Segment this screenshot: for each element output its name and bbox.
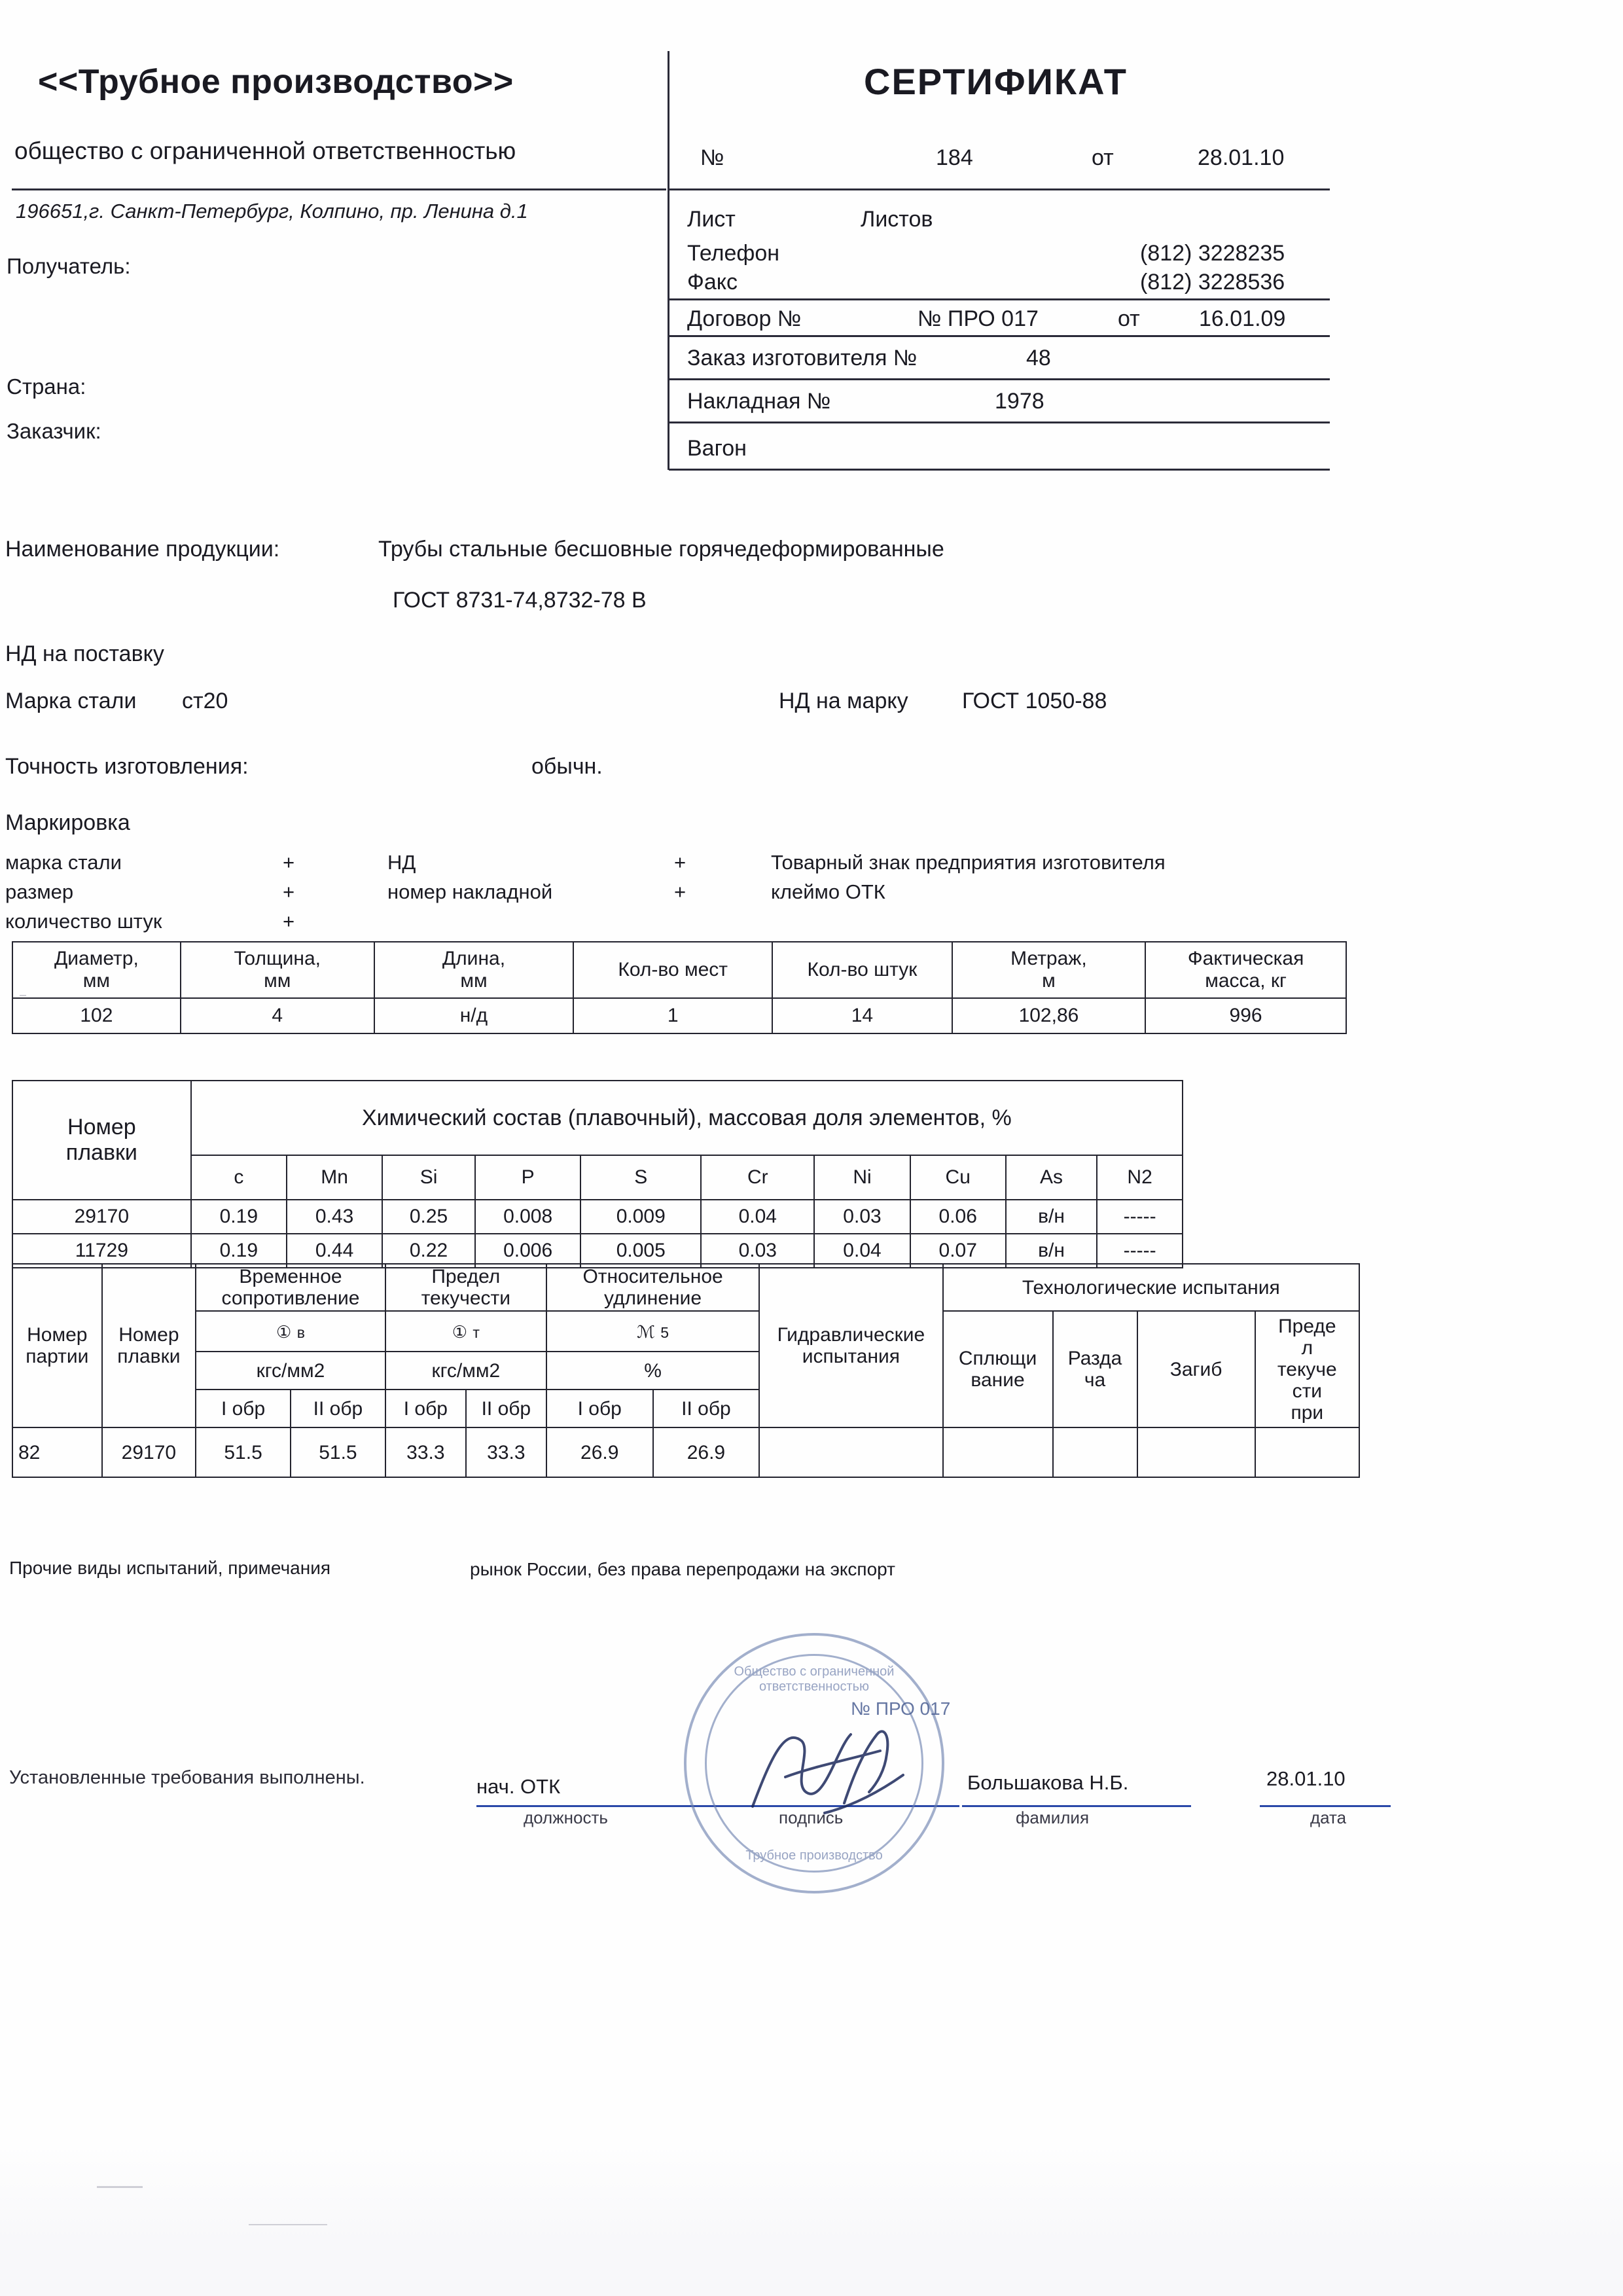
th-hydro-l1: Гидравлические xyxy=(777,1324,925,1346)
cell-cu: 0.06 xyxy=(910,1200,1006,1234)
marking-c1-r3: количество штук xyxy=(5,910,162,933)
marking-c1-r1: марка стали xyxy=(5,851,122,874)
th-flattening-l1: Сплющи xyxy=(958,1348,1037,1369)
product-name-label: Наименование продукции: xyxy=(5,537,280,562)
th-tech-tests-group: Технологические испытания xyxy=(943,1264,1359,1311)
nd-supply-label: НД на поставку xyxy=(5,641,164,666)
order-value: 48 xyxy=(1026,346,1051,370)
th-diameter-l1: Диаметр, xyxy=(54,948,139,970)
th-el-mn: Mn xyxy=(287,1155,382,1200)
th-el-si: Si xyxy=(382,1155,475,1200)
steel-grade-label: Марка стали xyxy=(5,689,137,713)
cell-flattening xyxy=(943,1427,1053,1477)
cell-expansion xyxy=(1053,1427,1137,1477)
country-label: Страна: xyxy=(7,374,86,399)
sigma-icon: ① xyxy=(276,1321,292,1342)
cell-heat: 11729 xyxy=(12,1234,191,1268)
th-flattening xyxy=(943,1311,1053,1427)
cell-heat: 29170 xyxy=(102,1427,196,1477)
phone-label: Телефон xyxy=(687,241,780,266)
th-elong-l2: удлинение xyxy=(604,1287,702,1309)
th-actual-mass xyxy=(1145,942,1346,998)
certificate-number-label: № xyxy=(700,145,724,170)
th-batch-l1: Номер xyxy=(27,1324,88,1346)
th-length xyxy=(374,942,574,998)
cell-s: 0.009 xyxy=(580,1200,701,1234)
th-yield-s2: II обр xyxy=(466,1390,546,1427)
th-expansion xyxy=(1053,1311,1137,1427)
cell-elong-1: 26.9 xyxy=(546,1427,653,1477)
cell-si: 0.22 xyxy=(382,1234,475,1268)
marking-m1-r3: + xyxy=(283,910,295,933)
th-el-cu: Cu xyxy=(910,1155,1006,1200)
marking-c3-r2: клеймо ОТК xyxy=(771,880,885,903)
scan-speck xyxy=(97,2186,143,2188)
cell-bend xyxy=(1137,1427,1255,1477)
th-el-as: As xyxy=(1006,1155,1097,1200)
cell-yield-2: 33.3 xyxy=(466,1427,546,1477)
th-batch-l2: партии xyxy=(26,1346,89,1367)
marking-m1-r2: + xyxy=(283,880,295,903)
delta-icon: ℳ xyxy=(637,1321,655,1342)
family-caption: фамилия xyxy=(1016,1808,1090,1827)
th-meterage-l1: Метраж, xyxy=(1010,948,1087,970)
th-actual-mass-l2: масса, кг xyxy=(1205,970,1287,992)
th-yield-sub: т xyxy=(473,1323,480,1341)
th-el-n2: N2 xyxy=(1097,1155,1183,1200)
company-legal-form: общество с ограниченной ответственностью xyxy=(14,137,516,164)
cell-yield-at-temp xyxy=(1255,1427,1359,1477)
th-el-c: c xyxy=(191,1155,287,1200)
marking-c1-r2: размер xyxy=(5,880,74,903)
marking-c2-r1: НД xyxy=(387,851,416,874)
th-yieldat-l5: при xyxy=(1291,1401,1324,1424)
th-actual-mass-l1: Фактическая xyxy=(1187,948,1304,970)
th-length-l2: мм xyxy=(460,970,488,992)
th-bend xyxy=(1137,1311,1255,1427)
th-flattening-l2: вание xyxy=(971,1369,1025,1391)
th-yield-symbol xyxy=(385,1311,546,1352)
table-header-row xyxy=(12,1081,1183,1155)
th-elong-sub: 5 xyxy=(660,1323,669,1341)
mechanical-tests-table xyxy=(12,1263,1360,1478)
waybill-value: 1978 xyxy=(995,389,1044,414)
scan-edge-shadow xyxy=(0,2140,1623,2296)
th-elongation-group xyxy=(546,1264,759,1311)
product-standard-value: ГОСТ 8731-74,8732-78 В xyxy=(393,588,647,613)
family-line xyxy=(962,1805,1191,1807)
cell-n2: ----- xyxy=(1097,1200,1183,1234)
page-title: СЕРТИФИКАТ xyxy=(864,61,1128,102)
th-heat-number-l2: плавки xyxy=(65,1140,137,1165)
th-tensile-l2: сопротивление xyxy=(221,1287,360,1309)
th-elong-unit: % xyxy=(546,1352,759,1390)
contract-value: № ПРО 017 xyxy=(918,306,1039,331)
handwritten-signature xyxy=(746,1715,916,1820)
contract-from-label: от xyxy=(1118,306,1140,331)
th-chem-group: Химический состав (плавочный), массовая доля элементов, % xyxy=(191,1081,1183,1155)
nd-grade-value: ГОСТ 1050-88 xyxy=(962,689,1107,713)
table-header-row-2 xyxy=(12,1311,1359,1352)
other-tests-label: Прочие виды испытаний, примечания xyxy=(9,1558,330,1578)
cell-actual-mass: 996 xyxy=(1145,998,1346,1033)
family-name-value: Большакова Н.Б. xyxy=(967,1771,1129,1794)
waybill-label: Накладная № xyxy=(687,389,831,414)
cell-diameter: 102 xyxy=(12,998,181,1033)
th-tensile-l1: Временное xyxy=(239,1266,342,1287)
scan-speck xyxy=(20,995,26,996)
th-heat-l2: плавки xyxy=(117,1346,181,1367)
cell-cu: 0.07 xyxy=(910,1234,1006,1268)
chemical-composition-table xyxy=(12,1080,1183,1268)
th-expansion-l2: ча xyxy=(1084,1369,1106,1391)
divider-contract xyxy=(669,335,1330,337)
cell-mn: 0.43 xyxy=(287,1200,382,1234)
th-tensile-group xyxy=(196,1264,385,1311)
th-el-ni: Ni xyxy=(814,1155,910,1200)
th-el-p: P xyxy=(475,1155,580,1200)
th-expansion-l1: Разда xyxy=(1067,1348,1122,1369)
cell-thickness: 4 xyxy=(181,998,374,1033)
certificate-from-label: от xyxy=(1092,145,1114,170)
cell-as: в/н xyxy=(1006,1234,1097,1268)
cell-length: н/д xyxy=(374,998,574,1033)
th-elong-l1: Относительное xyxy=(582,1266,723,1287)
th-places-l1: Кол-во мест xyxy=(618,959,728,981)
th-el-cr: Cr xyxy=(701,1155,814,1200)
cell-places: 1 xyxy=(573,998,772,1033)
table-row xyxy=(12,1200,1183,1234)
cell-tensile-2: 51.5 xyxy=(291,1427,385,1477)
cell-ni: 0.04 xyxy=(814,1234,910,1268)
cell-pieces: 14 xyxy=(772,998,952,1033)
cell-heat: 29170 xyxy=(12,1200,191,1234)
th-heat-number xyxy=(12,1081,191,1200)
contract-date-value: 16.01.09 xyxy=(1199,306,1286,331)
th-yieldat-l2: л xyxy=(1301,1336,1313,1359)
certificate-number-value: 184 xyxy=(936,145,973,170)
th-pieces-l1: Кол-во штук xyxy=(807,959,918,981)
marking-c3-r1: Товарный знак предприятия изготовителя xyxy=(771,851,1166,874)
signature-date-value: 28.01.10 xyxy=(1266,1767,1346,1790)
th-elong-s2: II обр xyxy=(653,1390,760,1427)
th-yield-l1: Предел xyxy=(431,1266,501,1287)
cell-p: 0.008 xyxy=(475,1200,580,1234)
marking-m2-r2: + xyxy=(674,880,687,903)
cell-as: в/н xyxy=(1006,1200,1097,1234)
th-yield-l2: текучести xyxy=(421,1287,511,1309)
cell-p: 0.006 xyxy=(475,1234,580,1268)
cell-mn: 0.44 xyxy=(287,1234,382,1268)
th-hydro-tests xyxy=(759,1264,942,1427)
cell-batch: 82 xyxy=(12,1427,102,1477)
th-heat-number xyxy=(102,1264,196,1427)
cell-n2: ----- xyxy=(1097,1234,1183,1268)
cell-yield-1: 33.3 xyxy=(385,1427,466,1477)
th-pieces xyxy=(772,942,952,998)
steel-grade-value: ст20 xyxy=(182,689,228,713)
cell-hydro xyxy=(759,1427,942,1477)
th-tensile-unit: кгс/мм2 xyxy=(196,1352,385,1390)
th-diameter xyxy=(12,942,181,998)
th-tensile-sub: в xyxy=(296,1323,305,1341)
cell-c: 0.19 xyxy=(191,1200,287,1234)
th-length-l1: Длина, xyxy=(442,948,506,970)
th-meterage-l2: м xyxy=(1042,970,1056,992)
product-name-value: Трубы стальные бесшовные горячедеформированные xyxy=(378,537,944,562)
th-yield-at-temp xyxy=(1255,1311,1359,1427)
certificate-date-value: 28.01.10 xyxy=(1198,145,1285,170)
th-elong-s1: I обр xyxy=(546,1390,653,1427)
otk-position-value: нач. ОТК xyxy=(476,1775,561,1798)
signature-caption: подпись xyxy=(779,1808,844,1827)
stamp-arc-top-text: Общество с ограниченной ответственностью xyxy=(734,1664,895,1694)
divider-wagon xyxy=(669,469,1330,471)
table-header-row-1 xyxy=(12,1264,1359,1311)
th-diameter-l2: мм xyxy=(82,970,111,992)
document-header xyxy=(0,0,1623,497)
other-tests-value: рынок России, без права перепродажи на экспорт xyxy=(470,1559,895,1579)
divider-contacts xyxy=(669,298,1330,300)
th-heat-number-l1: Номер xyxy=(67,1115,136,1139)
th-meterage xyxy=(952,942,1145,998)
scan-speck xyxy=(249,2224,327,2225)
divider-waybill xyxy=(669,422,1330,423)
th-heat-l1: Номер xyxy=(118,1324,179,1346)
th-yieldat-l3: текуче xyxy=(1277,1358,1337,1380)
header-vertical-divider xyxy=(668,51,669,470)
marking-label: Маркировка xyxy=(5,810,130,835)
dimensions-table xyxy=(12,941,1347,1034)
fax-label: Факс xyxy=(687,270,738,295)
nd-grade-label: НД на марку xyxy=(779,689,908,713)
fax-value: (812) 3228536 xyxy=(1140,270,1285,295)
cell-cr: 0.03 xyxy=(701,1234,814,1268)
accuracy-label: Точность изготовления: xyxy=(5,754,249,779)
th-yield-unit: кгс/мм2 xyxy=(385,1352,546,1390)
divider-number-row xyxy=(669,188,1330,190)
marking-c2-r2: номер накладной xyxy=(387,880,553,903)
th-places xyxy=(573,942,772,998)
th-yieldat-l4: сти xyxy=(1292,1380,1323,1402)
th-el-s: S xyxy=(580,1155,701,1200)
th-thickness-l2: мм xyxy=(264,970,291,992)
table-row xyxy=(12,998,1346,1033)
cell-elong-2: 26.9 xyxy=(653,1427,760,1477)
th-thickness xyxy=(181,942,374,998)
sigma-icon: ① xyxy=(452,1321,468,1342)
table-header-row xyxy=(12,942,1346,998)
cell-cr: 0.04 xyxy=(701,1200,814,1234)
contract-label: Договор № xyxy=(687,306,802,331)
company-address: 196651,г. Санкт-Петербург, Колпино, пр. Ленина д.1 xyxy=(16,200,528,223)
th-thickness-l1: Толщина, xyxy=(234,948,321,970)
recipient-label: Получатель: xyxy=(7,254,131,278)
th-hydro-l2: испытания xyxy=(802,1346,901,1367)
cell-s: 0.005 xyxy=(580,1234,701,1268)
cell-si: 0.25 xyxy=(382,1200,475,1234)
divider-order xyxy=(669,378,1330,380)
cell-ni: 0.03 xyxy=(814,1200,910,1234)
company-name: <<Трубное производство>> xyxy=(38,63,514,101)
requirements-fulfilled-text: Установленные требования выполнены. xyxy=(9,1767,365,1788)
th-yieldat-l1: Преде xyxy=(1278,1315,1336,1337)
cell-tensile-1: 51.5 xyxy=(196,1427,291,1477)
table-row xyxy=(12,1427,1359,1477)
th-tensile-symbol xyxy=(196,1311,385,1352)
th-tensile-s1: I обр xyxy=(196,1390,291,1427)
cell-c: 0.19 xyxy=(191,1234,287,1268)
th-yield-s1: I обр xyxy=(385,1390,466,1427)
customer-label: Заказчик: xyxy=(7,419,101,443)
stamp-arc-bottom-text: Трубное производство xyxy=(745,1848,883,1863)
accuracy-value: обычн. xyxy=(531,754,603,779)
order-label: Заказ изготовителя № xyxy=(687,346,918,370)
phone-value: (812) 3228235 xyxy=(1140,241,1285,266)
marking-m1-r1: + xyxy=(283,851,295,874)
stamp-number: № ПРО 017 xyxy=(851,1698,951,1719)
marking-m2-r1: + xyxy=(674,851,687,874)
th-tensile-s2: II обр xyxy=(291,1390,385,1427)
wagon-label: Вагон xyxy=(687,436,747,461)
th-yield-group xyxy=(385,1264,546,1311)
date-caption: дата xyxy=(1310,1808,1347,1827)
position-caption: должность xyxy=(524,1808,608,1827)
date-line xyxy=(1260,1805,1391,1807)
cell-meterage: 102,86 xyxy=(952,998,1145,1033)
th-bend-l1: Загиб xyxy=(1169,1358,1222,1380)
sheets-label: Листов xyxy=(861,207,933,232)
th-elong-symbol xyxy=(546,1311,759,1352)
header-divider xyxy=(12,188,666,190)
sheet-label: Лист xyxy=(687,207,736,232)
th-batch-number xyxy=(12,1264,102,1427)
